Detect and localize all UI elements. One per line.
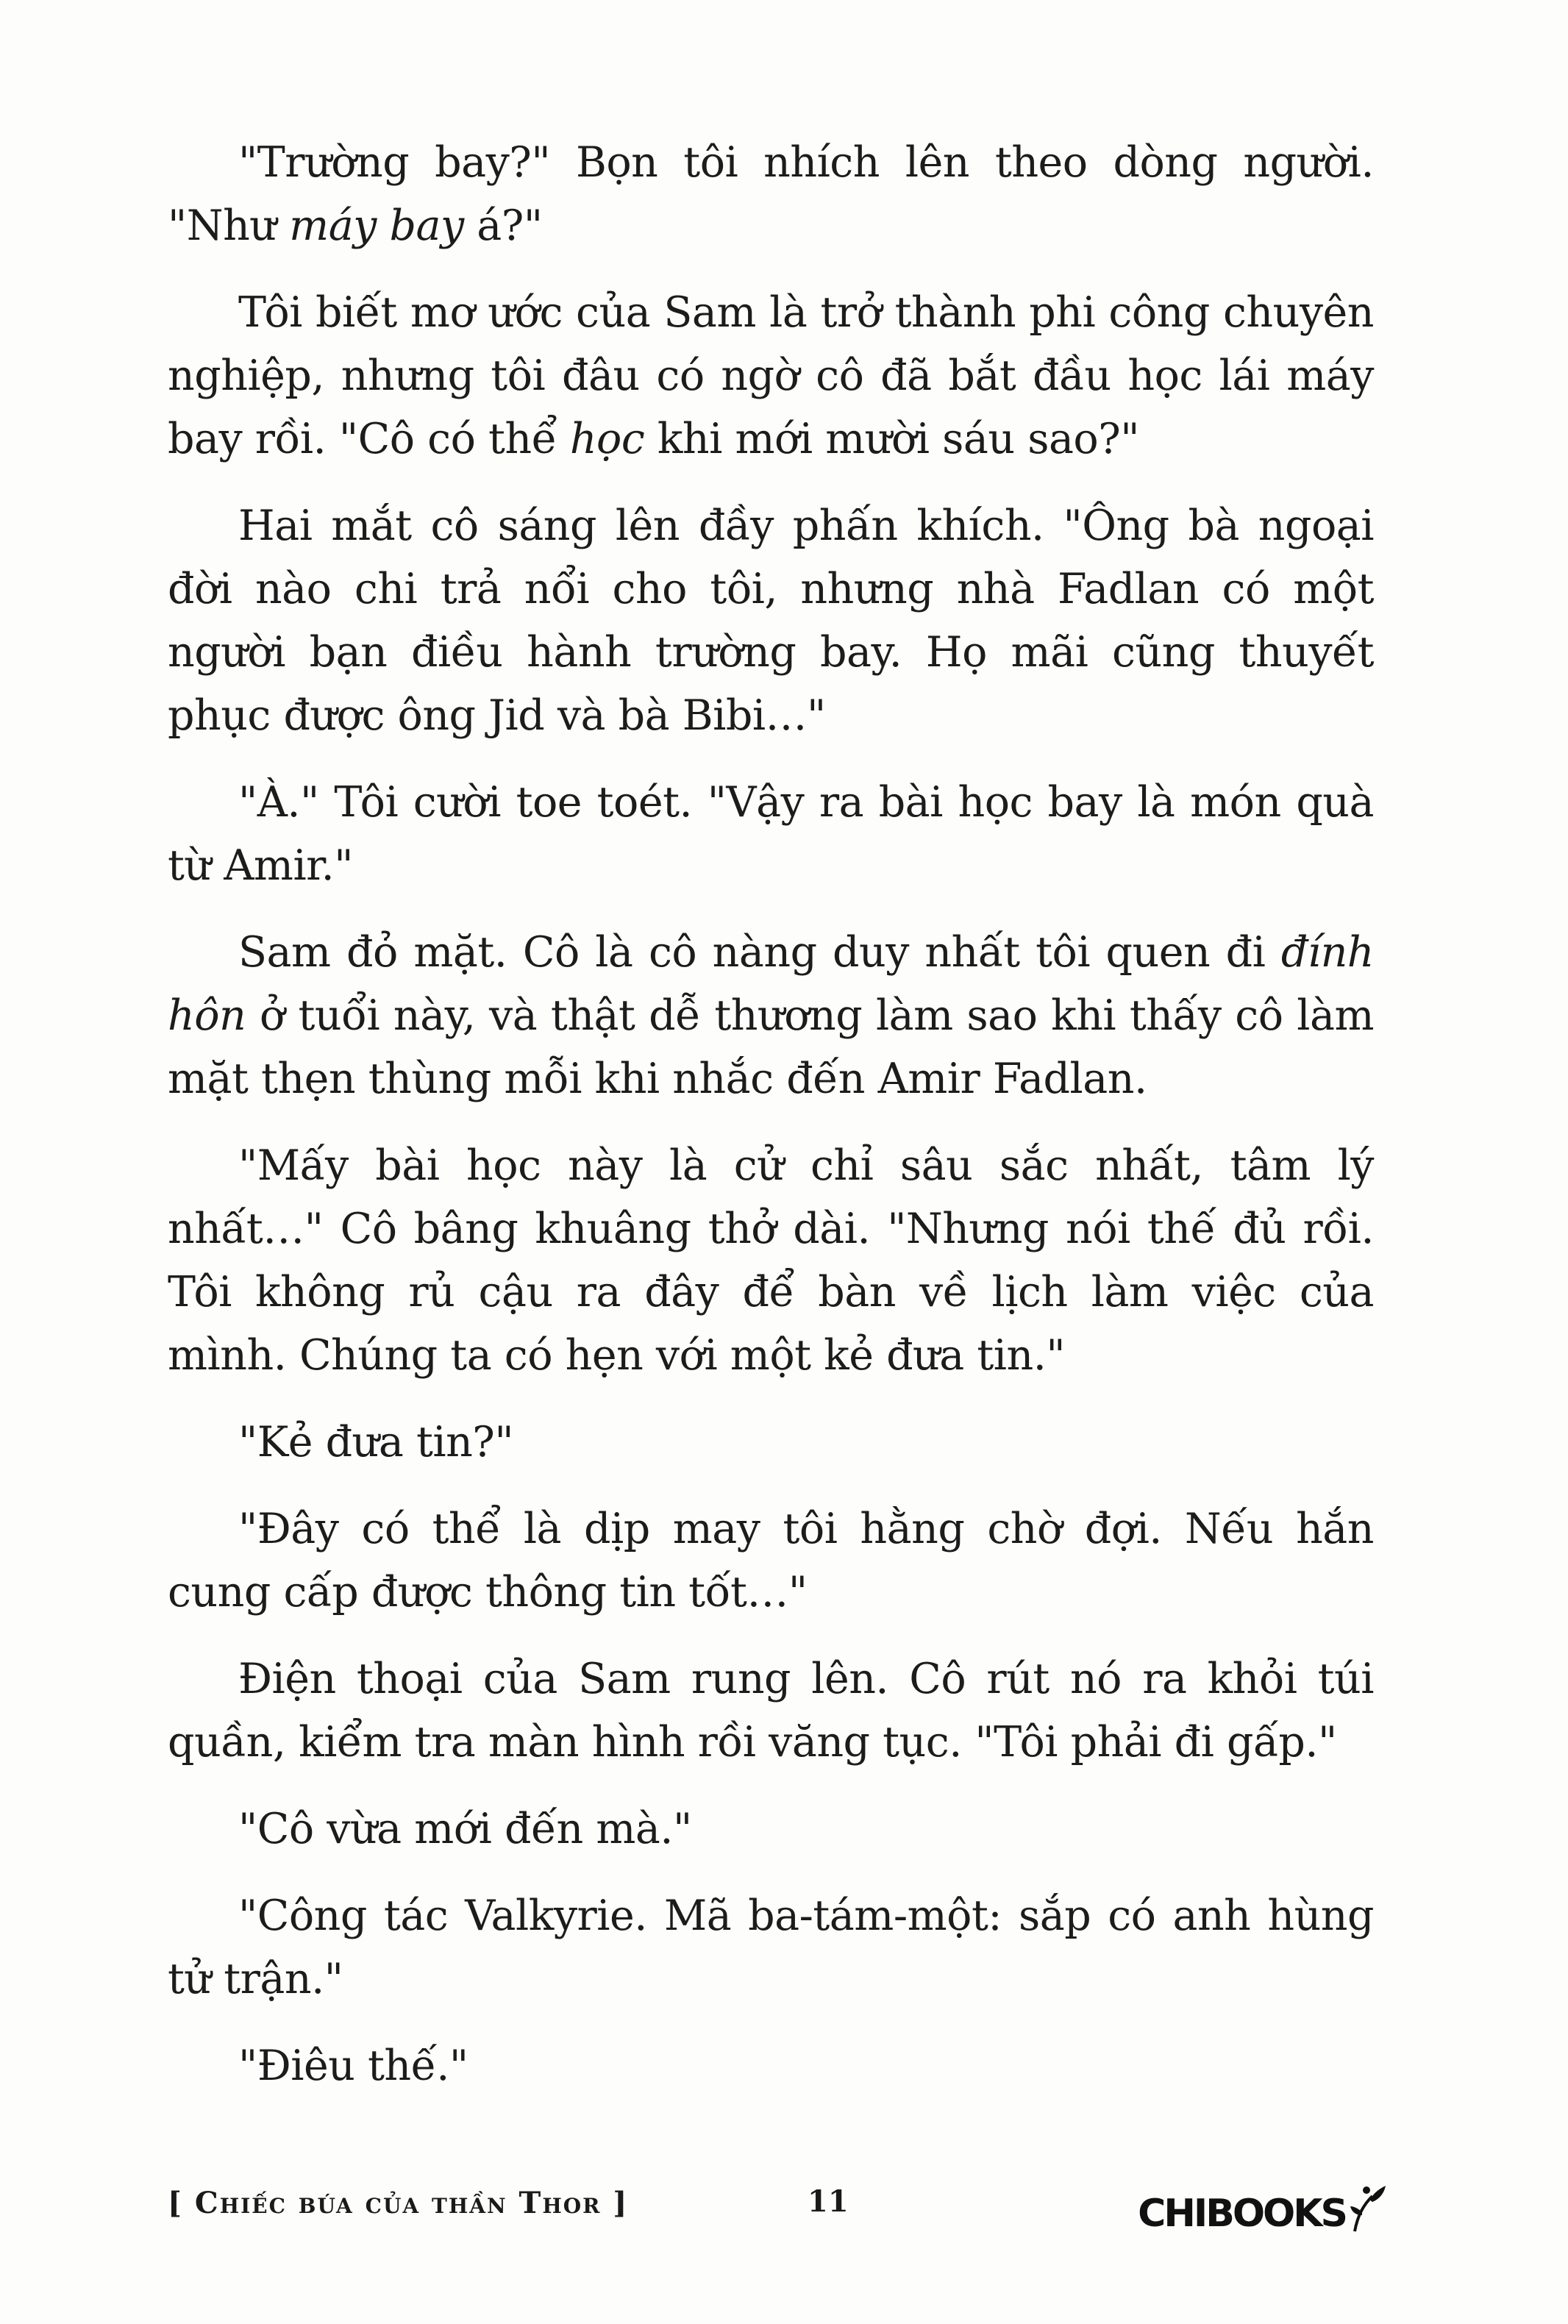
publisher-name: CHIBOOKS — [1138, 2192, 1346, 2236]
leaf-icon — [1347, 2183, 1389, 2236]
italic-text: học — [569, 415, 645, 463]
text-run: "Cô vừa mới đến mà." — [238, 1805, 692, 1853]
text-run: "Mấy bài học này là cử chỉ sâu sắc nhất, tâm lý nhất…" Cô bâng khuâng thở dài. "Nhưng nói thế đủ rồi. Tôi không rủ cậu ra đây để bàn về lịch làm việc của mình. Chúng ta có hẹn với một kẻ đưa tin." — [168, 1141, 1374, 1380]
text-run: Sam đỏ mặt. Cô là cô nàng duy nhất tôi quen đi — [238, 928, 1281, 977]
paragraph — [168, 771, 1374, 897]
text-run: Tôi biết mơ ước của Sam là trở thành phi công chuyên nghiệp, nhưng tôi đâu có ngờ cô đã bắt đầu học lái máy bay rồi. "Cô có thể — [168, 288, 1374, 463]
paragraph — [168, 131, 1374, 257]
text-run: á?" — [463, 202, 543, 250]
paragraph — [168, 1884, 1374, 2011]
body-text — [168, 131, 1374, 2121]
text-run: khi mới mười sáu sao?" — [644, 415, 1140, 463]
text-run: "Điêu thế." — [238, 2042, 468, 2090]
italic-text: đính hôn — [168, 928, 1374, 1040]
publisher-logo — [1138, 2177, 1389, 2236]
paragraph — [168, 1797, 1374, 1861]
paragraph — [168, 281, 1374, 471]
paragraph — [168, 1497, 1374, 1624]
text-run: "Kẻ đưa tin?" — [238, 1418, 514, 1466]
text-run: "À." Tôi cười toe toét. "Vậy ra bài học bay là món quà từ Amir." — [168, 778, 1374, 890]
text-run: Hai mắt cô sáng lên đầy phấn khích. "Ông bà ngoại đời nào chi trả nổi cho tôi, nhưng nhà Fadlan có một người bạn điều hành trường bay. Họ mãi cũng thuyết phục được ông Jid và bà Bibi…" — [168, 502, 1374, 740]
page-footer — [168, 2177, 1389, 2236]
paragraph — [168, 1647, 1374, 1774]
paragraph — [168, 1411, 1374, 1474]
text-run: "Đây có thể là dịp may tôi hằng chờ đợi. Nếu hắn cung cấp được thông tin tốt…" — [168, 1505, 1374, 1617]
text-run: "Trường bay?" Bọn tôi nhích lên theo dòng người. "Như — [168, 138, 1374, 250]
text-run: ở tuổi này, và thật dễ thương làm sao khi thấy cô làm mặt thẹn thùng mỗi khi nhắc đến Amir Fadlan. — [168, 991, 1374, 1103]
paragraph — [168, 2034, 1374, 2097]
page-number: 11 — [808, 2184, 849, 2219]
paragraph — [168, 921, 1374, 1111]
paragraph — [168, 494, 1374, 747]
text-run: "Công tác Valkyrie. Mã ba-tám-một: sắp có anh hùng tử trận." — [168, 1892, 1374, 2003]
running-title: [ Chiếc búa của thần Thor ] — [168, 2186, 629, 2220]
italic-text: máy bay — [289, 202, 464, 250]
text-run: Điện thoại của Sam rung lên. Cô rút nó ra khỏi túi quần, kiểm tra màn hình rồi văng tục. "Tôi phải đi gấp." — [168, 1655, 1374, 1767]
paragraph — [168, 1134, 1374, 1387]
